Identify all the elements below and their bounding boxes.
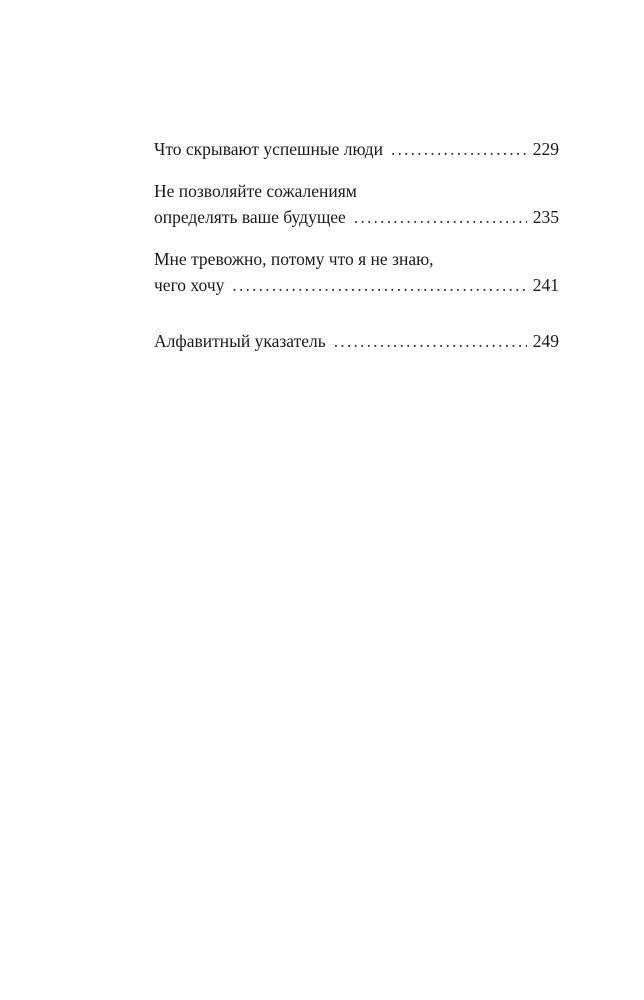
toc-entry-row	[154, 328, 559, 354]
toc-entry-title-line: Мне тревожно, потому что я не знаю,	[154, 249, 434, 269]
dot-leader	[334, 328, 527, 354]
toc-entry-title: Алфавитный указатель	[154, 331, 326, 351]
toc-entry-title-line: Не позволяйте сожалениям	[154, 181, 357, 201]
toc-entry-row	[154, 136, 559, 162]
toc-page-number: 235	[532, 207, 559, 227]
toc-entry-index[interactable]	[154, 328, 559, 354]
toc-entry-row	[154, 272, 559, 298]
toc-entry-what-successful-people-hide[interactable]	[154, 136, 559, 162]
toc-entry-title: Что скрывают успешные люди	[154, 139, 383, 159]
toc-page-number: 241	[532, 275, 559, 295]
toc-page-number: 229	[532, 139, 559, 159]
dot-leader	[232, 272, 526, 298]
dot-leader	[391, 136, 527, 162]
toc-entry-regrets[interactable]	[154, 178, 559, 230]
dot-leader	[354, 204, 527, 230]
toc-entry-row	[154, 204, 559, 230]
toc-entry-title: определять ваше будущее	[154, 207, 346, 227]
toc-entry-anxiety[interactable]	[154, 246, 559, 298]
table-of-contents	[154, 136, 559, 370]
toc-page-number: 249	[532, 331, 559, 351]
toc-entry-title: чего хочу	[154, 275, 225, 295]
